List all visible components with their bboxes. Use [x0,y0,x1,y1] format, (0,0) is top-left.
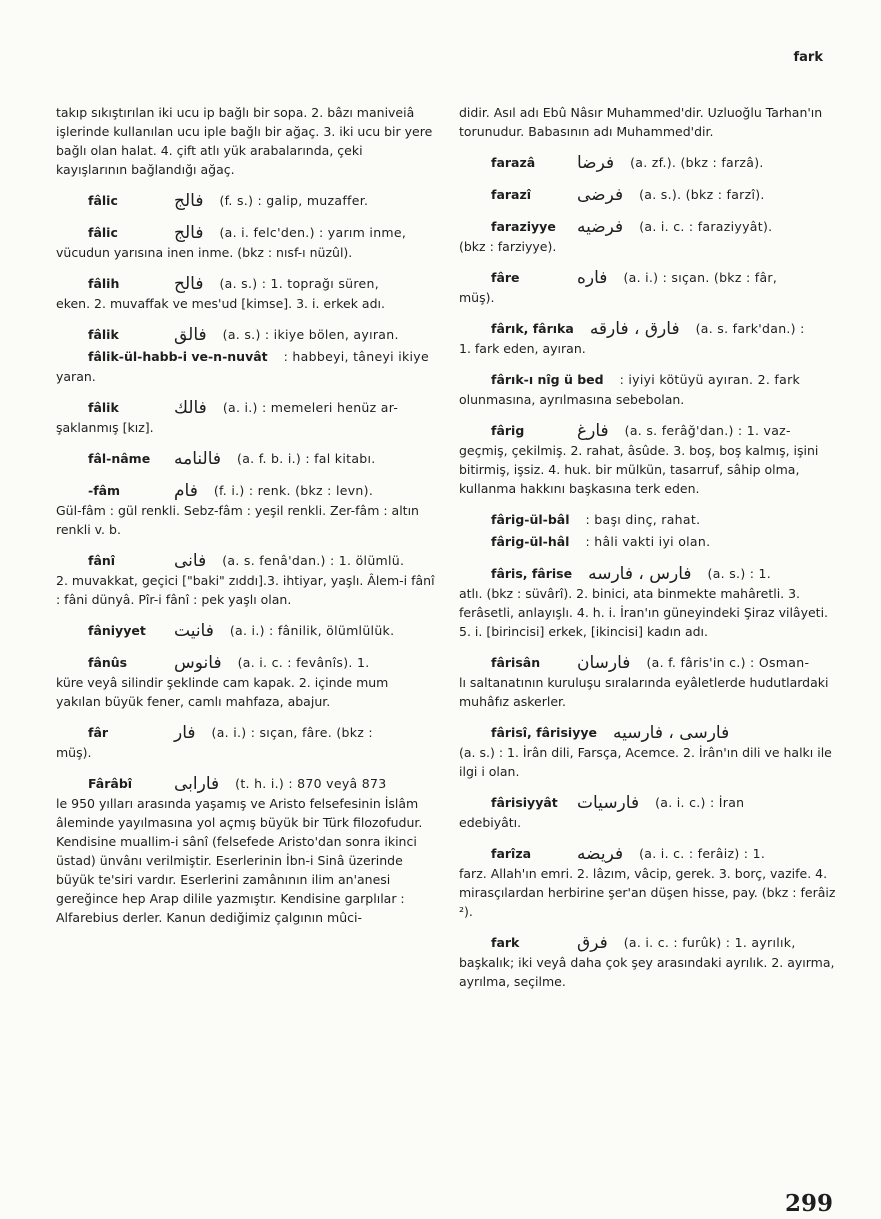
page-number: 299 [784,1190,833,1217]
definition-text: takıp sıkıştırılan iki ucu ip bağlı bir sopa. 2. bâzı maniveiâ işlerinde kullanılan ucu iple bağlı bir ağaç. 3. iki ucu bir yere bağlı olan halat. 4. çift atlı yük arabalarında, çeki kayışlarının bağlandığı ağaç. [56,105,433,177]
headword: farazâ [491,155,536,170]
arabic-script: فانى [174,551,207,571]
entry-head [491,153,839,173]
definition-text: şaklanmış [kız]. [56,420,154,435]
dictionary-entry [56,449,436,469]
dictionary-entry [56,103,436,179]
entry-head [491,370,839,390]
definition-text: Gül-fâm : gül renkli. Sebz-fâm : yeşil renkli. Zer-fâm : altın renkli v. b. [56,503,419,537]
arabic-script: فام [174,481,198,501]
headword: farazî [491,187,532,202]
definition-text: edebiyâtı. [459,815,522,830]
definition-text: vücudun yarısına inen inme. (bkz : nısf-ı nüzûl). [56,245,353,260]
definition-text: atlı. (bkz : süvârî). 2. binici, ata binmekte mahâretli. 3. ferâsetli, anlayışlı. 4. h. i. İran'ın güneyindeki Şiraz vilâyeti. 5. i. [birincisi] erkek, [ikincisi] kadın adı. [459,586,829,639]
grammar-info: (a. s. ferâğ'dan.) : 1. vaz- [624,423,791,438]
grammar-info: (a. s.). (bkz : farzî). [639,187,765,202]
entry-head [491,532,839,552]
grammar-info: (f. i.) : renk. (bkz : levn). [213,483,374,498]
entry-head [491,319,839,339]
dictionary-entry [459,564,839,641]
arabic-script: فانوس [174,653,222,673]
dictionary-entry [56,723,436,762]
arabic-script: فالك [174,398,207,418]
entry-head [88,774,436,794]
grammar-info: (a. i.) : fânilik, ölümlülük. [229,623,395,638]
arabic-script: فارغ [577,421,609,441]
definition-text: küre veyâ silindir şeklinde cam kapak. 2. içinde mum yakılan büyük fener, camlı mahfaza, abajur. [56,675,389,709]
dictionary-entry [459,532,839,552]
arabic-script: فرضيه [577,217,624,237]
definition-text: 2. muvakkat, geçici ["baki" zıddı].3. ihtiyar, yaşlı. Âlem-i fânî : fâni dünyâ. Pîr-i fânî : pek yaşlı olan. [56,573,435,607]
definition-text: 1. fark eden, ayıran. [459,341,586,356]
running-header: fark [793,50,823,65]
arabic-script: فالج [174,223,204,243]
headword: fârig-ül-bâl [491,512,570,527]
entry-head [491,268,839,288]
dictionary-entry [56,274,436,313]
headword: fânî [88,553,116,568]
headword: -fâm [88,483,121,498]
arabic-script: فرضى [577,185,624,205]
grammar-info: (a. i.) : sıçan. (bkz : fâr, [623,270,778,285]
arabic-script: فارس ، فارسه [588,564,692,584]
entry-head [491,421,839,441]
grammar-info: (a. s.) : 1. [707,566,772,581]
entry-head [491,653,839,673]
arabic-script: فانيت [174,621,214,641]
grammar-info: (a. zf.). (bkz : farzâ). [630,155,764,170]
headword: fâre [491,270,520,285]
entry-head [491,933,839,953]
headword: fârisî, fârisiyye [491,725,597,740]
arabic-script: فريضه [577,844,624,864]
entry-head [491,844,839,864]
dictionary-entry [56,398,436,437]
headword: fâr [88,725,109,740]
definition-text: eken. 2. muvaffak ve mes'ud [kimse]. 3. i. erkek adı. [56,296,385,311]
grammar-info: (a. i. c. : ferâiz) : 1. [639,846,766,861]
entry-head [491,564,839,584]
dictionary-entry [459,370,839,409]
definition-text: olunmasına, ayrılmasına sebebolan. [459,392,685,407]
right-column [459,103,839,1003]
headword: Fârâbî [88,776,133,791]
headword: fârig-ül-hâl [491,534,570,549]
definition-text: didir. Asıl adı Ebû Nâsır Muhammed'dir. Uzluoğlu Tarhan'ın torunudur. Babasının adı Muhammed'dir. [459,105,823,139]
grammar-info: (a. i. c. : faraziyyât). [639,219,773,234]
dictionary-entry [56,223,436,262]
dictionary-entry [459,103,839,141]
grammar-info: (a. i. c. : fevânîs). 1. [237,655,370,670]
grammar-info: (a. s. fenâ'dan.) : 1. ölümlü. [222,553,405,568]
grammar-info: (a. i. c.) : İran [655,795,745,810]
dictionary-entry [459,793,839,832]
dictionary-entry [459,185,839,205]
arabic-script: فارسان [577,653,631,673]
definition-text: müş). [459,290,495,305]
headword: fâlik [88,327,119,342]
arabic-script: فالح [174,274,204,294]
dictionary-entry [459,723,839,781]
dictionary-entry [56,551,436,609]
dictionary-entry [459,844,839,921]
grammar-info: (a. s. fark'dan.) : [695,321,805,336]
entry-head [491,793,839,813]
definition-text: başkalık; iki veyâ daha çok şey arasındaki ayrılık. 2. ayırma, ayrılma, seçilme. [459,955,835,989]
grammar-info: : habbeyi, tâneyi ikiye [283,349,429,364]
left-column [56,103,436,939]
entry-head [88,325,436,345]
headword: fârisiyyât [491,795,558,810]
grammar-info: : hâli vakti iyi olan. [585,534,711,549]
headword: fâlih [88,276,120,291]
headword: fark [491,935,520,950]
grammar-info: (a. i.) : sıçan, fâre. (bkz : [211,725,373,740]
grammar-info: (a. i.) : memeleri henüz ar- [222,400,399,415]
entry-head [88,347,436,367]
arabic-script: فاره [577,268,608,288]
definition-text: (bkz : farziyye). [459,239,557,254]
arabic-script: فارسى ، فارسيه [612,723,730,743]
definition-text: geçmiş, çekilmiş. 2. rahat, âsûde. 3. boş, boş kalmış, işini bitirmiş, işsiz. 4. huk. bir mülkün, tasarruf, sâhip olma, kullanma hakkını başkasına terk eden. [459,443,819,496]
dictionary-entry [56,621,436,641]
entry-head [88,223,436,243]
headword: fâlic [88,225,118,240]
dictionary-entry [56,191,436,211]
dictionary-entry [459,933,839,991]
arabic-script: فارسيات [577,793,640,813]
entry-head [88,481,436,501]
dictionary-entry [459,510,839,530]
headword: fâniyyet [88,623,146,638]
dictionary-entry [459,217,839,256]
grammar-info: : iyiyi kötüyü ayıran. 2. fark [619,372,801,387]
headword: fâlik [88,400,119,415]
dictionary-entry [56,347,436,386]
headword: fâlik-ül-habb-i ve-n-nuvât [88,349,268,364]
entry-head [88,274,436,294]
arabic-script: فالج [174,191,204,211]
headword: fârık, fârıka [491,321,574,336]
grammar-info: (a. f. b. i.) : fal kitabı. [237,451,376,466]
grammar-info: (a. s.) : 1. toprağı süren, [219,276,380,291]
definition-text: (a. s.) : 1. İrân dili, Farsça, Acemce. 2. İrân'ın dili ve halkı ile ilgi i olan. [459,745,832,779]
definition-text: farz. Allah'ın emri. 2. lâzım, vâcip, gerek. 3. borç, vazife. 4. mirasçılardan herbirine şer'an düşen hisse, pay. (bkz : ferâiz ²). [459,866,836,919]
entry-head [491,217,839,237]
dictionary-entry [56,325,436,345]
headword: fârık-ı nîg ü bed [491,372,604,387]
headword: faraziyye [491,219,556,234]
entry-head [88,449,436,469]
arabic-script: فار [174,723,196,743]
headword: fârisân [491,655,541,670]
grammar-info: (a. s.) : ikiye bölen, ayıran. [222,327,399,342]
arabic-script: فرضا [577,153,615,173]
headword: fâlic [88,193,118,208]
dictionary-entry [459,153,839,173]
arabic-script: فارابى [174,774,220,794]
headword: fânûs [88,655,128,670]
entry-head [88,621,436,641]
grammar-info: (f. s.) : galip, muzaffer. [219,193,369,208]
entry-head [88,191,436,211]
grammar-info: (a. i. c. : furûk) : 1. ayrılık, [623,935,796,950]
headword: fârig [491,423,525,438]
dictionary-entry [459,319,839,358]
headword: farîza [491,846,532,861]
entry-head [491,723,839,743]
arabic-script: فالنامه [174,449,222,469]
definition-text: yaran. [56,369,96,384]
headword: fâris, fârise [491,566,573,581]
arabic-script: فالق [174,325,207,345]
grammar-info: : başı dinç, rahat. [585,512,701,527]
entry-head [88,723,436,743]
definition-text: lı saltanatının kuruluşu sıralarında eyâletlerde hudutlardaki muhâfız askerler. [459,675,829,709]
dictionary-entry [459,653,839,711]
grammar-info: (a. f. fâris'in c.) : Osman- [646,655,810,670]
grammar-info: (a. i. felc'den.) : yarım inme, [219,225,407,240]
dictionary-entry [56,774,436,927]
dictionary-entry [459,421,839,498]
dictionary-entry [459,268,839,307]
entry-head [88,398,436,418]
entry-head [88,551,436,571]
dictionary-entry [56,653,436,711]
dictionary-entry [56,481,436,539]
headword: fâl-nâme [88,451,151,466]
entry-head [491,510,839,530]
entry-head [88,653,436,673]
grammar-info: (t. h. i.) : 870 veyâ 873 [235,776,387,791]
entry-head [491,185,839,205]
definition-text: müş). [56,745,92,760]
definition-text: le 950 yılları arasında yaşamış ve Aristo felsefesinin İslâm âleminde yayılmasına yol açmış büyük bir Türk filozofudur. Kendisine muallim-i sânî (felsefede Aristo'dan sonra ikinci üstad) ünvânı verilmiştir. Eserlerinin İbn-i Sinâ üzerinde büyük te'siri vardır. Eserlerini zamânının ilim an'anesi gereğince hep Arap dilile yazmıştır. Kendisine garplılar : Alfarebius derler. Kanun dediğimiz çalgının mûci- [56,796,423,925]
arabic-script: فرق [577,933,608,953]
arabic-script: فارق ، فارقه [589,319,680,339]
